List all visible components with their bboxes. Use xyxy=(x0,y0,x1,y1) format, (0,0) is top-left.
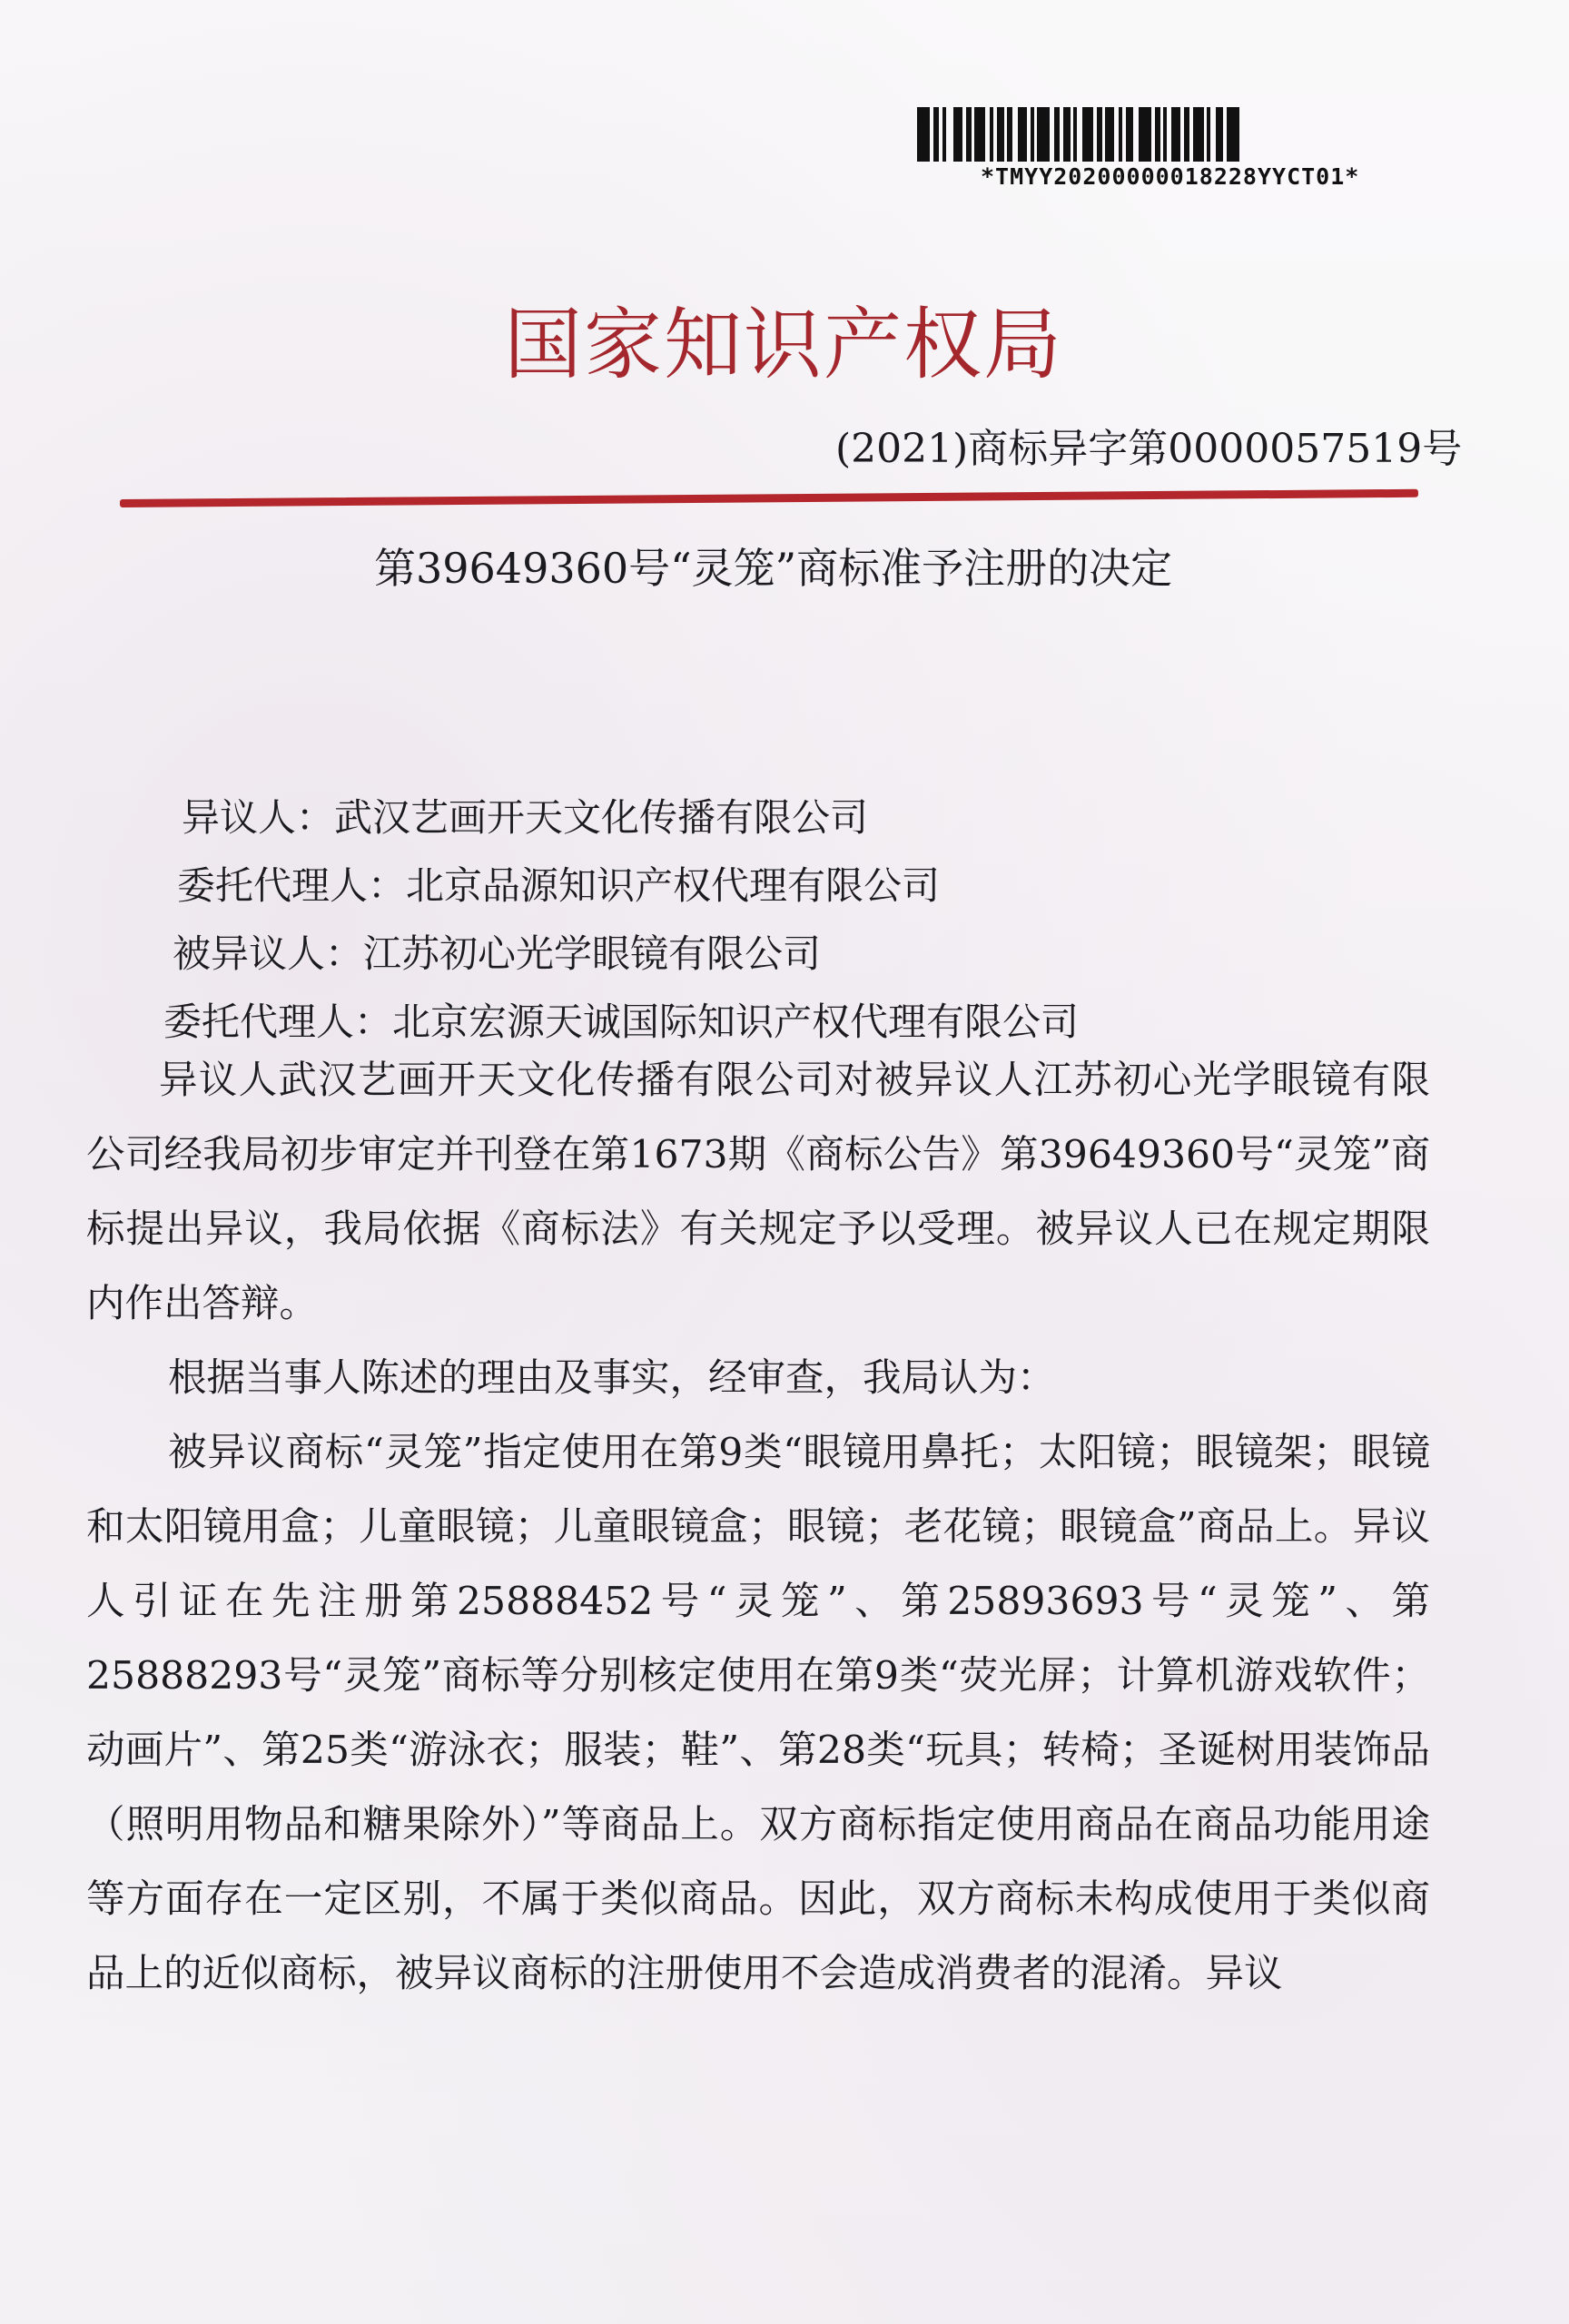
barcode xyxy=(917,107,1398,189)
barcode-bar xyxy=(997,107,1004,162)
party-label: 被异议人： xyxy=(173,931,364,976)
party-value: 北京品源知识产权代理有限公司 xyxy=(406,863,941,908)
barcode-bar xyxy=(1227,107,1239,162)
paragraph-3: 被异议商标“灵笼”指定使用在第9类“眼镜用鼻托；太阳镜；眼镜架；眼镜和太阳镜用盒；儿童眼镜；儿童眼镜盒；眼镜；老花镜；眼镜盒”商品上。异议人引证在先注册第25888452号“灵笼”、第25893693号“灵笼”、第25888293号“灵笼”商标等分别核定使用在第9类“荧光屏；计算机游戏软件；动画片”、第25类“游泳衣；服装；鞋”、第28类“玩具；转椅；圣诞树用装饰品（照明用物品和糖果除外）”等商品上。双方商标指定使用商品在商品功能用途等方面存在一定区别，不属于类似商品。因此，双方商标未构成使用于类似商品上的近似商标，被异议商标的注册使用不会造成消费者的混淆。异议 xyxy=(86,1431,1430,1996)
barcode-bar xyxy=(1037,107,1050,162)
barcode-text: *TMYY20200000018228YYCT01* xyxy=(981,163,1360,190)
paragraph-2: 根据当事人陈述的理由及事实，经审查，我局认为： xyxy=(168,1356,1056,1401)
decision-title: 第39649360号“灵笼”商标准予注册的决定 xyxy=(374,544,1173,593)
barcode-bar xyxy=(1126,107,1133,162)
barcode-bar xyxy=(1082,107,1093,162)
party-label: 委托代理人： xyxy=(163,1000,393,1044)
barcode-bar xyxy=(1105,107,1114,162)
barcode-bar xyxy=(1216,107,1223,162)
barcode-bar xyxy=(946,107,953,162)
barcode-bar xyxy=(1171,107,1180,162)
party-value: 武汉艺画开天文化传播有限公司 xyxy=(334,795,869,840)
barcode-bar xyxy=(953,107,962,162)
barcode-bar xyxy=(917,107,930,162)
barcode-bar xyxy=(1139,107,1151,162)
party-opponent-agent xyxy=(177,856,940,911)
paragraph-1: 异议人武汉艺画开天文化传播有限公司对被异议人江苏初心光学眼镜有限公司经我局初步审定并刊登在第1673期《商标公告》第39649360号“灵笼”商标提出异议，我局依据《商标法》有关规定予以受理。被异议人已在规定期限内作出答辩。 xyxy=(86,1059,1430,1326)
barcode-bars xyxy=(917,107,1398,162)
barcode-bar xyxy=(974,107,985,162)
party-respondent-agent xyxy=(163,992,1079,1047)
party-value: 江苏初心光学眼镜有限公司 xyxy=(363,931,822,976)
party-respondent xyxy=(173,924,821,979)
party-value: 北京宏源天诚国际知识产权代理有限公司 xyxy=(392,1000,1080,1044)
party-opponent xyxy=(182,788,868,842)
barcode-bar xyxy=(1063,107,1071,162)
barcode-bar xyxy=(1193,107,1204,162)
party-label: 委托代理人： xyxy=(177,863,407,908)
party-label: 异议人： xyxy=(182,795,335,840)
agency-name: 国家知识产权局 xyxy=(504,300,1063,390)
header-divider xyxy=(120,489,1418,507)
document-number: (2021)商标异字第0000057519号 xyxy=(835,426,1463,472)
barcode-bar xyxy=(1018,107,1027,162)
